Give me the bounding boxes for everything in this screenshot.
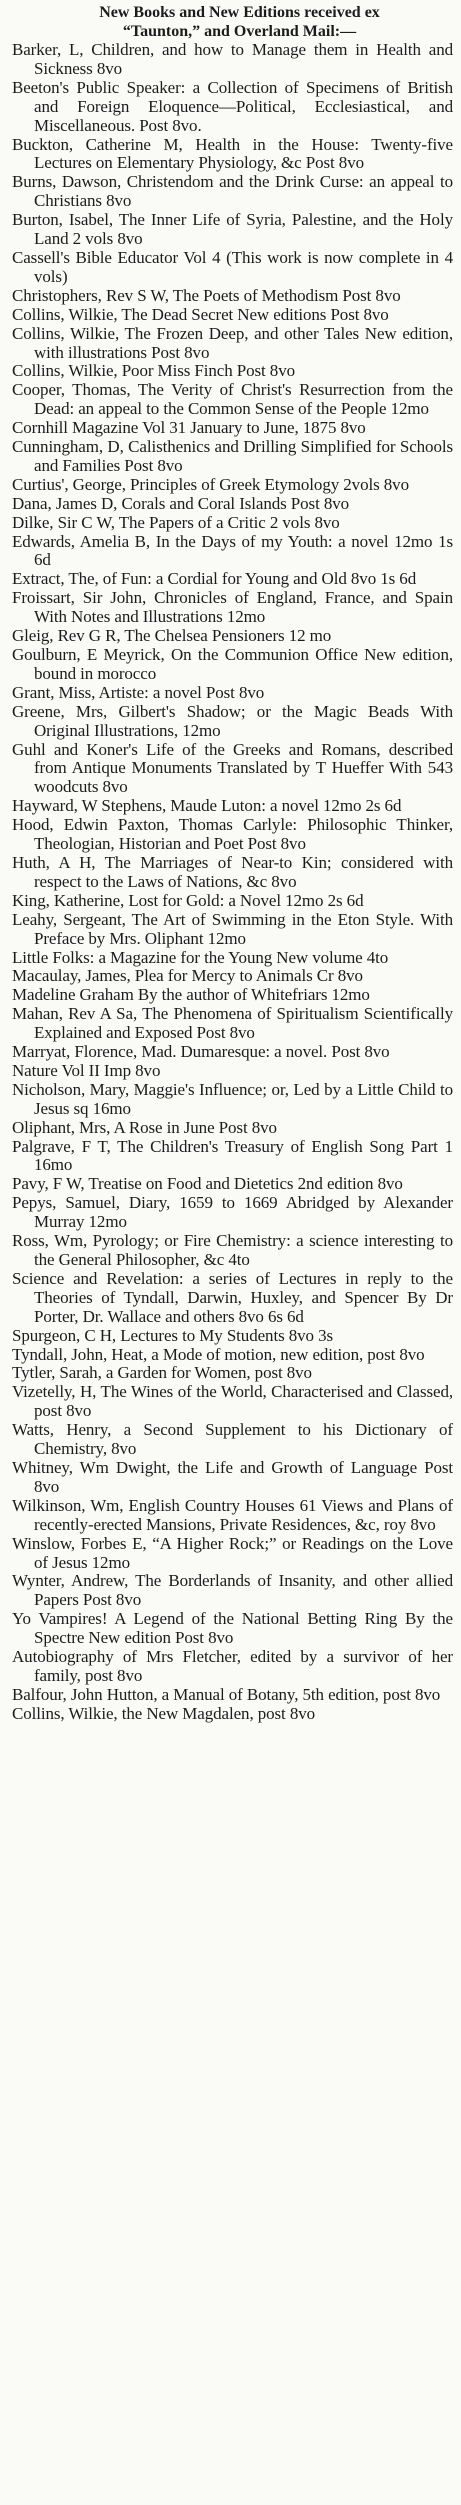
book-entry: Goulburn, E Meyrick, On the Communion Office New edition, bound in morocco (12, 645, 453, 683)
book-entry: Wilkinson, Wm, English Country Houses 61 Views and Plans of recently-erected Mansions, Private Residences, &c, roy 8vo (12, 1495, 453, 1534)
book-entry: Cooper, Thomas, The Verity of Christ's Resurrection from the Dead: an appeal to the Common Sense of the People 12mo (12, 380, 453, 419)
book-entry: Christophers, Rev S W, The Poets of Methodism Post 8vo (12, 285, 401, 305)
book-entry: Guhl and Koner's Life of the Greeks and Romans, described from Antique Monuments Translated by T Hueffer With 543 woodcuts 8vo (12, 739, 453, 797)
book-entry: Palgrave, F T, The Children's Treasury of English Song Part 1 16mo (12, 1136, 453, 1175)
book-entry: Pepys, Samuel, Diary, 1659 to 1669 Abridged by Alexander Murray 12mo (12, 1193, 453, 1232)
book-entry: Autobiography of Mrs Fletcher, edited by a survivor of her family, post 8vo (12, 1647, 453, 1685)
book-entry: Collins, Wilkie, Poor Miss Finch Post 8vo (12, 361, 295, 381)
book-entry: Barker, L, Children, and how to Manage them in Health and Sickness 8vo (12, 40, 453, 78)
book-entry: Science and Revelation: a series of Lectures in reply to the Theories of Tyndall, Darwin, Huxley, and Spencer By Dr Porter, Dr. Wallace and others 8vo 6s 6d (12, 1268, 453, 1326)
heading (26, 3, 453, 41)
book-entry: Cassell's Bible Educator Vol 4 (This work is now complete in 4 vols) (12, 247, 453, 286)
book-entry: Burns, Dawson, Christendom and the Drink Curse: an appeal to Christians 8vo (12, 172, 453, 211)
book-entry: Edwards, Amelia B, In the Days of my Youth: a novel 12mo 1s 6d (12, 531, 453, 570)
book-entry: Macaulay, James, Plea for Mercy to Animals Cr 8vo (12, 966, 363, 986)
book-entry: Tyndall, John, Heat, a Mode of motion, new edition, post 8vo (12, 1344, 425, 1364)
book-entry: Burton, Isabel, The Inner Life of Syria, Palestine, and the Holy Land 2 vols 8vo (12, 210, 453, 249)
book-entry: Huth, A H, The Marriages of Near-to Kin; considered with respect to the Laws of Nations, &c 8vo (12, 852, 453, 891)
book-entry: Nature Vol II Imp 8vo (12, 1060, 161, 1080)
book-entry: Froissart, Sir John, Chronicles of England, France, and Spain With Notes and Illustrations 12mo (12, 588, 453, 627)
book-entry: Whitney, Wm Dwight, the Life and Growth of Language Post 8vo (12, 1457, 453, 1496)
book-entry: Dana, James D, Corals and Coral Islands Post 8vo (12, 493, 350, 513)
book-entry: King, Katherine, Lost for Gold: a Novel 12mo 2s 6d (12, 890, 364, 910)
book-entry: Curtius', George, Principles of Greek Etymology 2vols 8vo (12, 474, 409, 494)
book-entry: Dilke, Sir C W, The Papers of a Critic 2 vols 8vo (12, 512, 340, 532)
book-entry: Nicholson, Mary, Maggie's Influence; or, Led by a Little Child to Jesus sq 16mo (12, 1079, 453, 1118)
heading-line-2: “Taunton,” and Overland Mail:— (122, 23, 357, 40)
book-entry: Collins, Wilkie, the New Magdalen, post 8vo (12, 1703, 316, 1723)
book-entry: Collins, Wilkie, The Dead Secret New editions Post 8vo (12, 304, 389, 324)
book-entry: Leahy, Sergeant, The Art of Swimming in the Eton Style. With Preface by Mrs. Oliphant 12mo (12, 909, 453, 948)
book-entry: Spurgeon, C H, Lectures to My Students 8vo 3s (12, 1325, 334, 1345)
book-entry: Cornhill Magazine Vol 31 January to June, 1875 8vo (12, 418, 366, 438)
book-entry: Pavy, F W, Treatise on Food and Dietetics 2nd edition 8vo (12, 1174, 403, 1194)
book-entry: Balfour, John Hutton, a Manual of Botany, 5th edition, post 8vo (12, 1684, 441, 1704)
heading-line-1: New Books and New Editions received ex (99, 4, 380, 21)
book-entry: Little Folks: a Magazine for the Young New volume 4to (12, 947, 389, 967)
book-entry: Ross, Wm, Pyrology; or Fire Chemistry: a science interesting to the General Philosopher, &c 4to (12, 1231, 453, 1269)
book-entry: Marryat, Florence, Mad. Dumaresque: a novel. Post 8vo (12, 1042, 390, 1062)
book-entry: Hayward, W Stephens, Maude Luton: a novel 12mo 2s 6d (12, 796, 402, 816)
book-entry: Winslow, Forbes E, “A Higher Rock;” or Readings on the Love of Jesus 12mo (12, 1533, 453, 1572)
book-entry: Collins, Wilkie, The Frozen Deep, and other Tales New edition, with illustrations Post 8vo (12, 323, 453, 362)
book-entry: Yo Vampires! A Legend of the National Betting Ring By the Spectre New edition Post 8vo (12, 1609, 453, 1648)
book-entry: Wynter, Andrew, The Borderlands of Insanity, and other allied Papers Post 8vo (12, 1571, 453, 1610)
book-entry: Grant, Miss, Artiste: a novel Post 8vo (12, 682, 265, 702)
book-entry: Watts, Henry, a Second Supplement to his Dictionary of Chemistry, 8vo (12, 1420, 453, 1459)
book-entry: Oliphant, Mrs, A Rose in June Post 8vo (12, 1117, 277, 1137)
book-entry: Buckton, Catherine M, Health in the House: Twenty-five Lectures on Elementary Physiology, &c Post 8vo (12, 134, 453, 173)
book-entry: Vizetelly, H, The Wines of the World, Characterised and Classed, post 8vo (12, 1382, 453, 1421)
book-entry: Greene, Mrs, Gilbert's Shadow; or the Magic Beads With Original Illustrations, 12mo (12, 701, 453, 740)
book-entry: Beeton's Public Speaker: a Collection of Specimens of British and Foreign Eloquence—Political, Ecclesiastical, and Miscellaneous. Post 8vo. (12, 77, 453, 135)
book-entry: Extract, The, of Fun: a Cordial for Young and Old 8vo 1s 6d (12, 569, 417, 589)
book-entry: Gleig, Rev G R, The Chelsea Pensioners 12 mo (12, 626, 332, 646)
book-entry: Mahan, Rev A Sa, The Phenomena of Spiritualism Scientifically Explained and Exposed Post 8vo (12, 1004, 453, 1043)
book-entry: Cunningham, D, Calisthenics and Drilling Simplified for Schools and Families Post 8vo (12, 437, 453, 475)
book-list (12, 41, 453, 1724)
book-entry: Tytler, Sarah, a Garden for Women, post 8vo (12, 1363, 312, 1383)
book-entry: Hood, Edwin Paxton, Thomas Carlyle: Philosophic Thinker, Theologian, Historian and Poet Post 8vo (12, 815, 453, 854)
book-entry: Madeline Graham By the author of Whitefriars 12mo (12, 985, 370, 1005)
